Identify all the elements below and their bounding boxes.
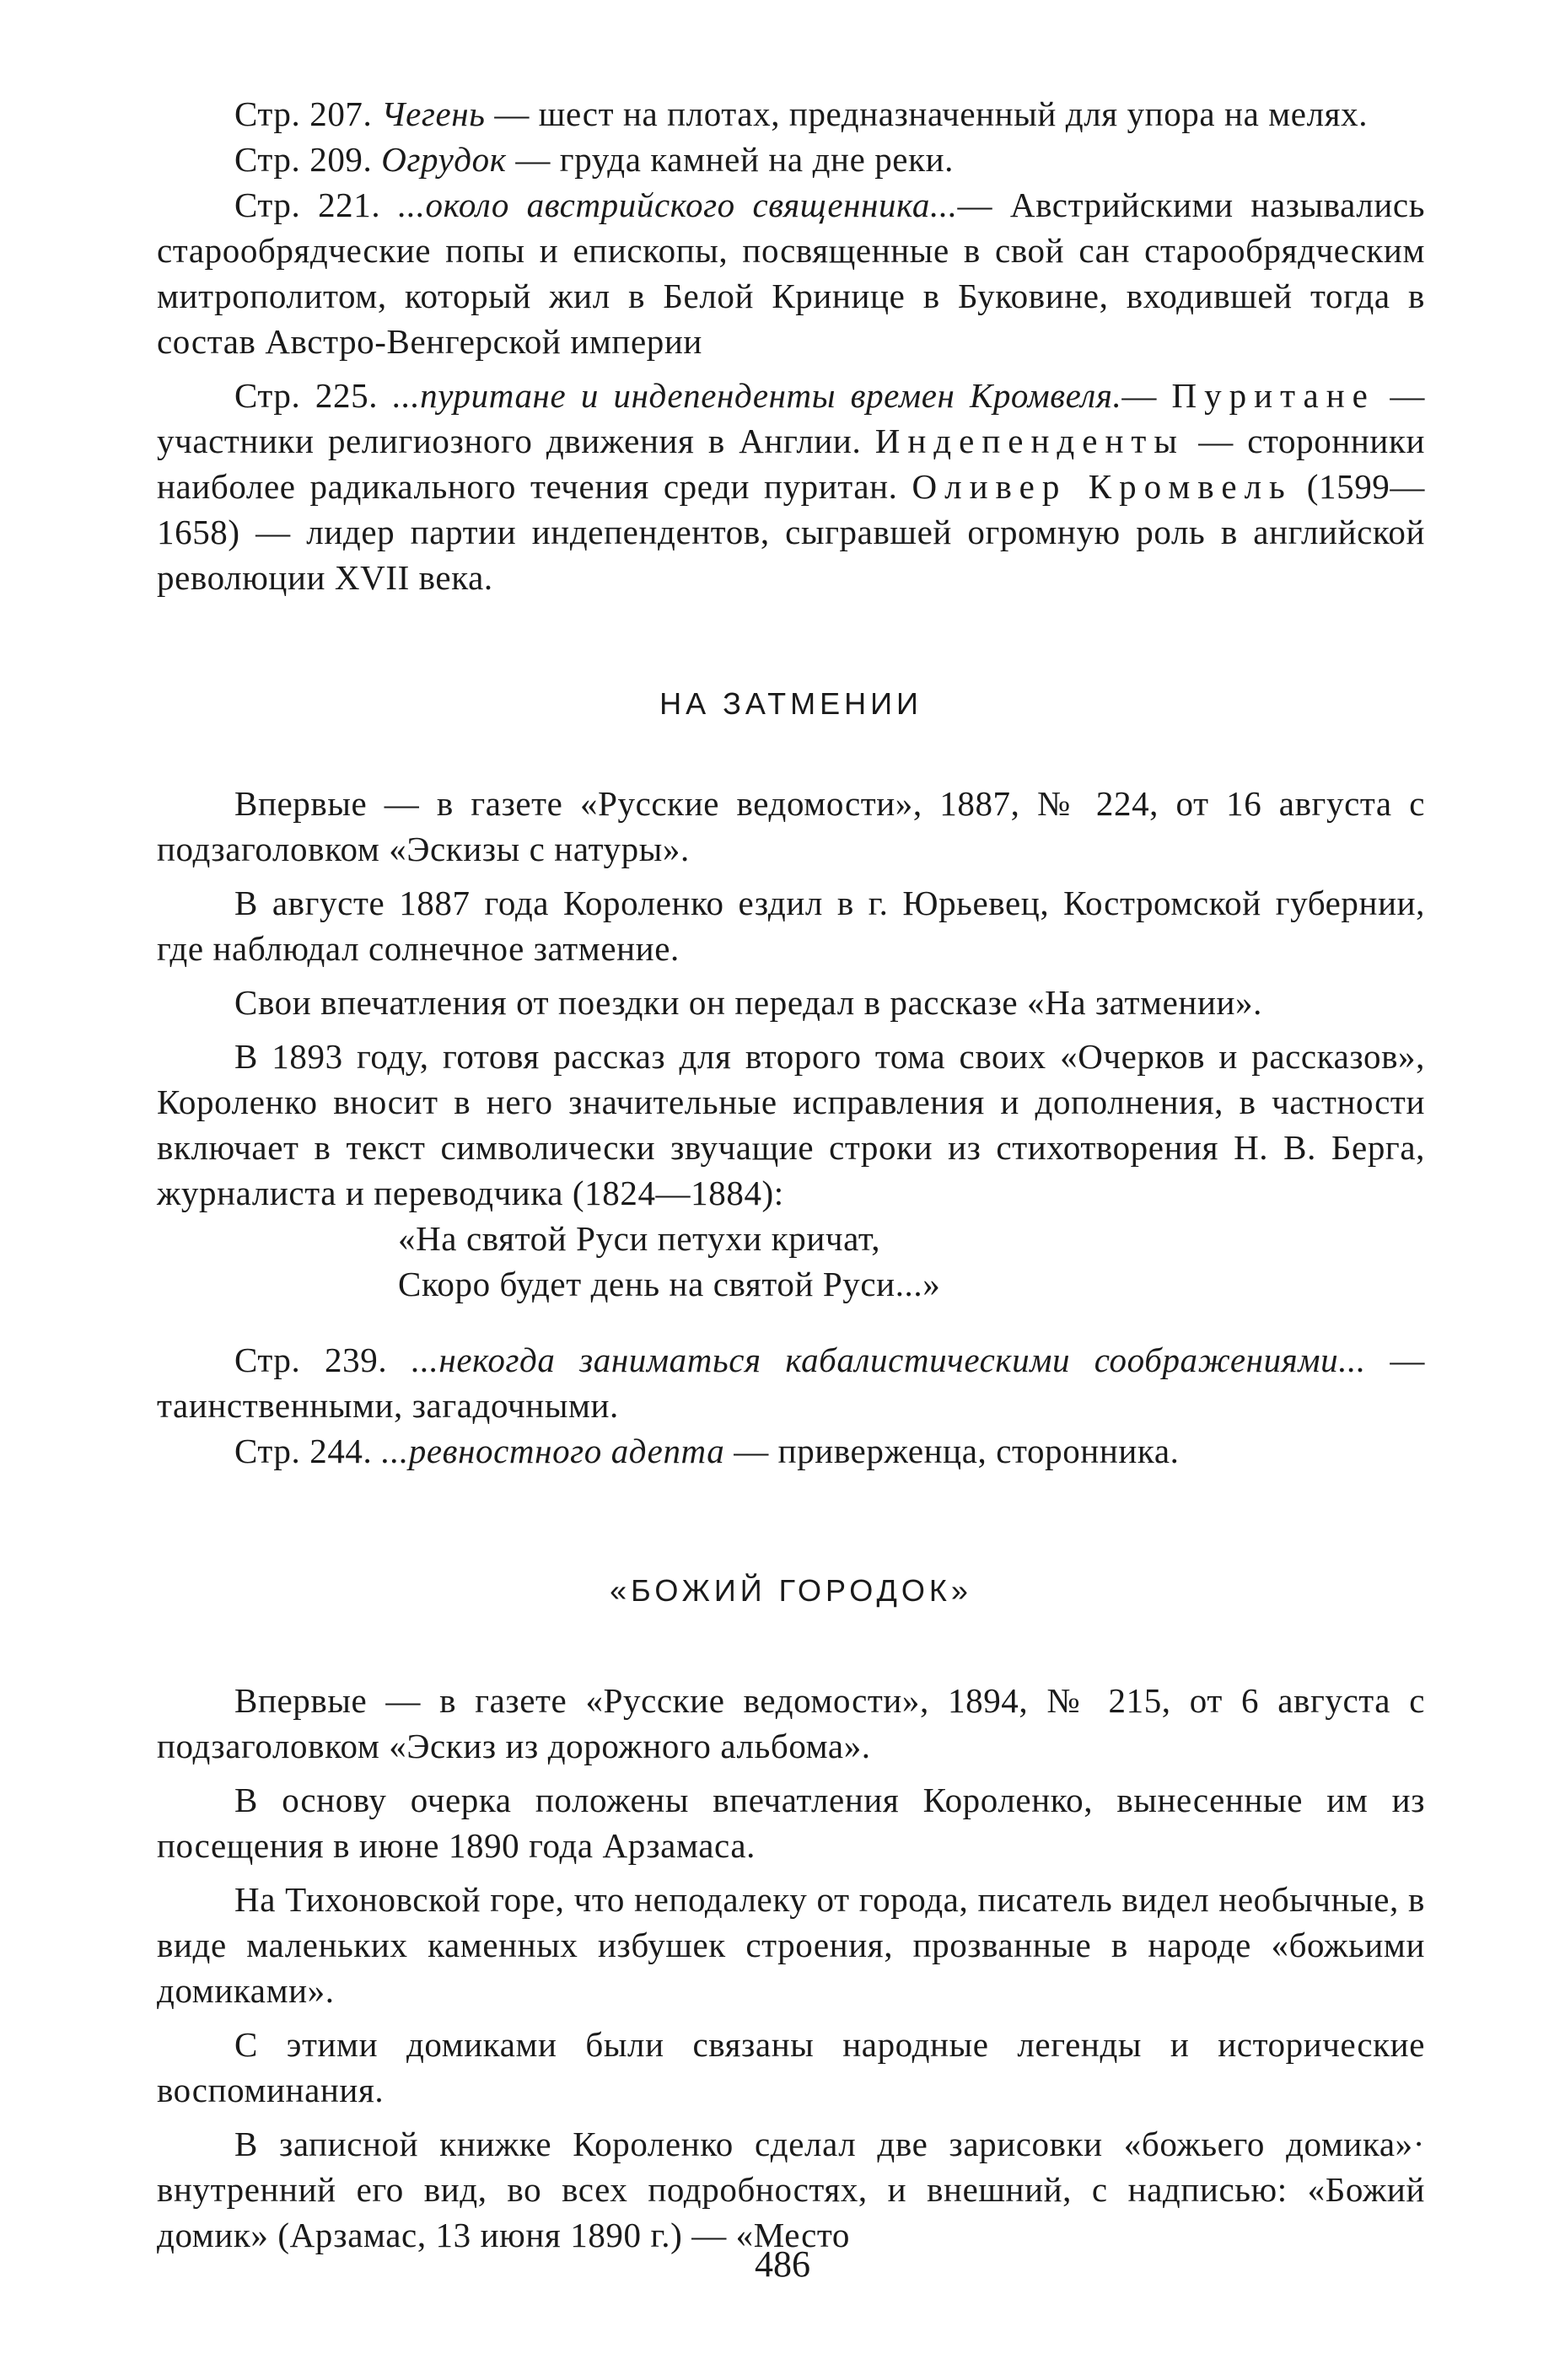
note-term: ...пуритане и индепенденты времен Кромвеля. <box>392 376 1122 415</box>
verse-line-1: «На святой Руси петухи кричат, <box>398 1219 881 1258</box>
zatmenie-paragraph-2: В августе 1887 года Короленко ездил в г. Юрьевец, Костромской губернии, где наблюдал солнечное затмение. <box>157 884 1425 968</box>
note-ref: Стр. 239. <box>234 1340 388 1379</box>
note-ref: Стр. 244. <box>234 1432 373 1470</box>
note-text: — таинственными, загадочными. <box>157 1340 1426 1425</box>
note-text: — приверженца, сторонника. <box>724 1432 1180 1470</box>
spaced-term-independents: Индепенденты <box>874 422 1185 460</box>
note-207 <box>157 91 1425 137</box>
spaced-term-puritans: Пуритане <box>1171 376 1375 415</box>
gorodok-paragraph-4: С этими домиками были связаны народные легенды и исторические воспоминания. <box>157 2025 1425 2109</box>
page-body <box>157 91 1425 2258</box>
section-heading-gorodok: «БОЖИЙ ГОРОДОК» <box>610 1573 972 1608</box>
page-number: 486 <box>755 2243 810 2285</box>
zatmenie-paragraph-3: Свои впечатления от поездки он передал в рассказе «На затмении». <box>234 983 1262 1022</box>
note-term: ...около австрийского священника... <box>397 185 958 224</box>
gorodok-paragraph-3: На Тихоновской горе, что неподалеку от города, писатель видел необычные, в виде маленьких каменных избушек строения, прозванные в народе «божьими домиками». <box>157 1880 1425 2010</box>
gorodok-paragraph-2: В основу очерка положены впечатления Короленко, вынесенные им из посещения в июне 1890 года Арзамаса. <box>157 1781 1425 1865</box>
section-heading-zatmenie: НА ЗАТМЕНИИ <box>659 686 922 721</box>
note-text: — груда камней на дне реки. <box>506 140 955 179</box>
note-text: — участники религиозного движения в Англии. <box>157 376 1426 460</box>
note-ref: Стр. 207. <box>234 94 373 133</box>
note-text: — шест на плотах, предназначенный для упора на мелях. <box>485 94 1369 133</box>
note-term: Чегень <box>381 94 486 133</box>
note-ref: Стр. 209. <box>234 140 373 179</box>
gorodok-paragraph-1: Впервые — в газете «Русские ведомости», 1894, № 215, от 6 августа с подзаголовком «Эскиз из дорожного альбома». <box>157 1681 1425 1765</box>
note-text: — сторонники наиболее радикального течения среди пуритан. <box>157 422 1426 506</box>
note-244 <box>157 1428 1425 1474</box>
note-239 <box>157 1337 1425 1428</box>
note-term: ...ревностного адепта <box>381 1432 725 1470</box>
note-ref: Стр. 221. <box>234 185 381 224</box>
note-term: Огрудок <box>381 140 507 179</box>
note-text: (1599—1658) — лидер партии индепендентов, сыгравшей огромную роль в английской революции XVII века. <box>157 467 1426 597</box>
gorodok-paragraph-5: В записной книжке Короленко сделал две зарисовки «божьего домика»· внутренний его вид, во всех подробностях, и внешний, с надписью: «Божий домик» (Арзамас, 13 июня 1890 г.) — «Место <box>157 2125 1425 2254</box>
note-ref: Стр. 225. <box>234 376 379 415</box>
note-term: ...некогда заниматься кабалистическими соображениями... <box>411 1340 1366 1379</box>
note-text: — Австрийскими назывались старообрядческие попы и епископы, посвященные в свой сан старообрядческим митрополитом, который жил в Белой Кринице в Буковине, входившей тогда в состав Австро-Венгерской империи <box>157 185 1425 361</box>
zatmenie-paragraph-1: Впервые — в газете «Русские ведомости», 1887, № 224, от 16 августа с подзаголовком «Эскизы с натуры». <box>157 784 1425 868</box>
zatmenie-paragraph-4: В 1893 году, готовя рассказ для второго тома своих «Очерков и рассказов», Короленко вносит в него значительные исправления и дополнения, в частности включает в текст символически звучащие строки из стихотворения Н. В. Берга, журналиста и переводчика (1824—1884): <box>157 1037 1425 1212</box>
spaced-term-cromwell: Оливер Кромвель <box>912 467 1293 506</box>
verse-line-2: Скоро будет день на святой Руси...» <box>398 1265 941 1303</box>
note-209 <box>157 137 1425 182</box>
note-dash: — <box>1121 376 1172 415</box>
note-221 <box>157 182 1425 364</box>
note-225 <box>157 373 1425 600</box>
